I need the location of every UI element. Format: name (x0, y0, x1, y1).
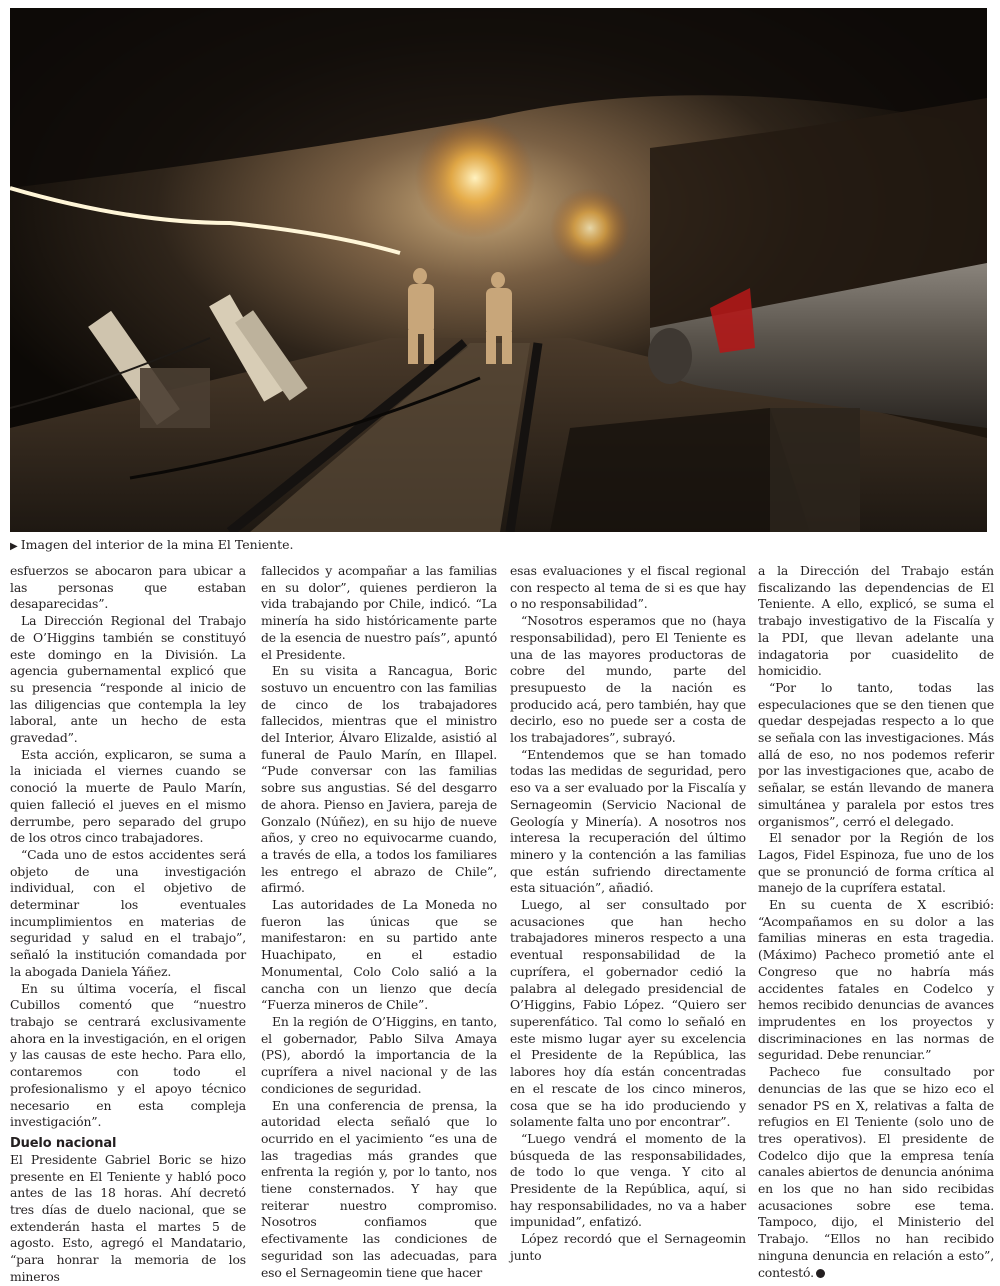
photo-caption (10, 536, 294, 554)
caption-marker: ▶ (10, 541, 18, 552)
paragraph: En una conferencia de prensa, la autoridad electa señaló que lo ocurrido en el yacimiento “es una de las tragedias más grandes que enfrenta la región y, por lo tanto, nos tiene consternados. Y hay que reiterar nuestro compromiso. Nosotros confiamos que efectivamente las condiciones de seguridad son las adecuadas, para eso el Sernageomin tiene que hacer (261, 1097, 497, 1280)
paragraph: esfuerzos se abocaron para ubicar a las personas que estaban desaparecidas”. (10, 563, 246, 612)
paragraph: El senador por la Región de los Lagos, Fidel Espinoza, fue uno de los que se pronunció de forma crítica al manejo de la cuprífera estatal. (758, 830, 994, 896)
column-2 (261, 563, 497, 1281)
paragraph: López recordó que el Sernageomin junto (510, 1231, 746, 1263)
paragraph: En su cuenta de X escribió: “Acompañamos en su dolor a las familias mineras en esta tragedia. (Máximo) Pacheco prometió ante el Congreso que no habría más accidentes fatales en Codelco y hemos recibido denuncias de avances imprudentes en los proyectos y discriminaciones en las normas de seguridad. Debe renunciar.” (758, 897, 994, 1063)
paragraph: Luego, al ser consultado por acusaciones que han hecho trabajadores mineros respecto a una eventual responsabilidad de la cuprífera, el gobernador cedió la palabra al delegado presidencial de O’Higgins, Fabio López. “Quiero ser superenfático. Tal como lo señaló en este mismo lugar ayer su excelencia el Presidente de la República, las labores hoy día están concentradas en el rescate de los cinco mineros, cosa que se ha ido produciendo y solamente falta uno por encontrar”. (510, 897, 746, 1130)
end-mark-icon (816, 1269, 825, 1278)
column-1 (10, 563, 246, 1286)
paragraph-last (758, 1064, 994, 1281)
paragraph: La Dirección Regional del Trabajo de O’Higgins también se constituyó este domingo en la División. La agencia gubernamental explicó que su presencia “responde al inicio de las diligencias que contempla la ley laboral, ante un hecho de esta gravedad”. (10, 613, 246, 746)
paragraph: En su visita a Rancagua, Boric sostuvo un encuentro con las familias de cinco de los trabajadores fallecidos, mientras que el ministro del Interior, Álvaro Elizalde, asistió al funeral de Paulo Marín, en Illapel. “Pude conversar con las familias sobre sus angustias. Sé del desgarro de ahora. Pienso en Javiera, pareja de Gonzalo (Núñez), en su hijo de nueve años, y creo no equivocarme cuando, a través de ella, a todos los familiares les entrego el abrazo de Chile”, afirmó. (261, 663, 497, 896)
paragraph: “Luego vendrá el momento de la búsqueda de las responsabilidades, de todo lo que venga. Y cito al Presidente de la República, aquí, si hay responsabilidades, no va a haber impunidad”, enfatizó. (510, 1130, 746, 1230)
paragraph: “Cada uno de estos accidentes será objeto de una investigación individual, con el objetivo de determinar los eventuales incumplimientos en materias de seguridad y salud en el trabajo”, señaló la institución comandada por la abogada Daniela Yáñez. (10, 846, 246, 979)
caption-text: Imagen del interior de la mina El Teniente. (20, 537, 294, 552)
paragraph: fallecidos y acompañar a las familias en su dolor”, quienes perdieron la vida trabajando por Chile, indicó. “La minería ha sido históricamente parte de la esencia de nuestro país”, apuntó el Presidente. (261, 563, 497, 662)
subheading-duelo-nacional: Duelo nacional (10, 1135, 117, 1151)
column-3 (510, 563, 746, 1265)
paragraph: “Entendemos que se han tomado todas las medidas de seguridad, pero eso va a ser evaluado por la Fiscalía y Sernageomin (Servicio Nacional de Geología y Minería). A nosotros nos interesa la recuperación del último minero y la contención a las familias que están sufriendo directamente esta situación”, añadió. (510, 746, 746, 896)
paragraph: En su última vocería, el fiscal Cubillos comentó que “nuestro trabajo se centrará exclusivamente ahora en la investigación, en el origen y las causas de este hecho. Para ello, contaremos con todo el profesionalismo y el apoyo técnico necesario en esta compleja investigación”. (10, 980, 246, 1130)
paragraph: El Presidente Gabriel Boric se hizo presente en El Teniente y habló poco antes de las 18 horas. Ahí decretó tres días de duelo nacional, que se extenderán hasta el martes 5 de agosto. Esto, agregó el Mandatario, “para honrar la memoria de los mineros (10, 1151, 246, 1284)
mine-tunnel-photo (10, 8, 987, 532)
paragraph: “Nosotros esperamos que no (haya responsabilidad), pero El Teniente es una de las mayores productoras de cobre del mundo, parte del presupuesto de la nación es producido acá, pero también, hay que decirlo, eso no puede ser a costa de los trabajadores”, subrayó. (510, 613, 746, 746)
paragraph: “Por lo tanto, todas las especulaciones que se den tienen que quedar despejadas respecto a lo que se señala con las investigaciones. Más allá de eso, no nos podemos referir por las investigaciones que, acabo de señalar, se están llevando de manera simultánea y paralela por estos tres organismos”, cerró el delegado. (758, 679, 994, 829)
paragraph: Esta acción, explicaron, se suma a la iniciada el viernes cuando se conoció la muerte de Paulo Marín, quien falleció el jueves en el mismo derrumbe, pero separado del grupo de los otros cinco trabajadores. (10, 746, 246, 846)
paragraph-text: Pacheco fue consultado por denuncias de las que se hizo eco el senador PS en X, relativas a falta de refugios en El Teniente (solo uno de tres operativos). El presidente de Codelco dijo que la empresa tenía canales abiertos de denuncia anónima en los que no han sido recibidas acusaciones sobre ese tema. Tampoco, dijo, el Ministerio del Trabajo. “Ellos no han recibido ninguna denuncia en relación a esto”, contestó. (758, 1064, 994, 1280)
paragraph: En la región de O’Higgins, en tanto, el gobernador, Pablo Silva Amaya (PS), abordó la importancia de la cuprífera a nivel nacional y de las condiciones de seguridad. (261, 1013, 497, 1096)
paragraph: Las autoridades de La Moneda no fueron las únicas que se manifestaron: en su partido ante Huachipato, en el estadio Monumental, Colo Colo salió a la cancha con un lienzo que decía “Fuerza mineros de Chile”. (261, 897, 497, 1013)
paragraph: a la Dirección del Trabajo están fiscalizando las dependencias de El Teniente. A ello, explicó, se suma el trabajo investigativo de la Fiscalía y la PDI, que llevan adelante una indagatoria por cuasidelito de homicidio. (758, 563, 994, 679)
paragraph: esas evaluaciones y el fiscal regional con respecto al tema de si es que hay o no responsabilidad”. (510, 563, 746, 612)
column-4 (758, 563, 994, 1281)
